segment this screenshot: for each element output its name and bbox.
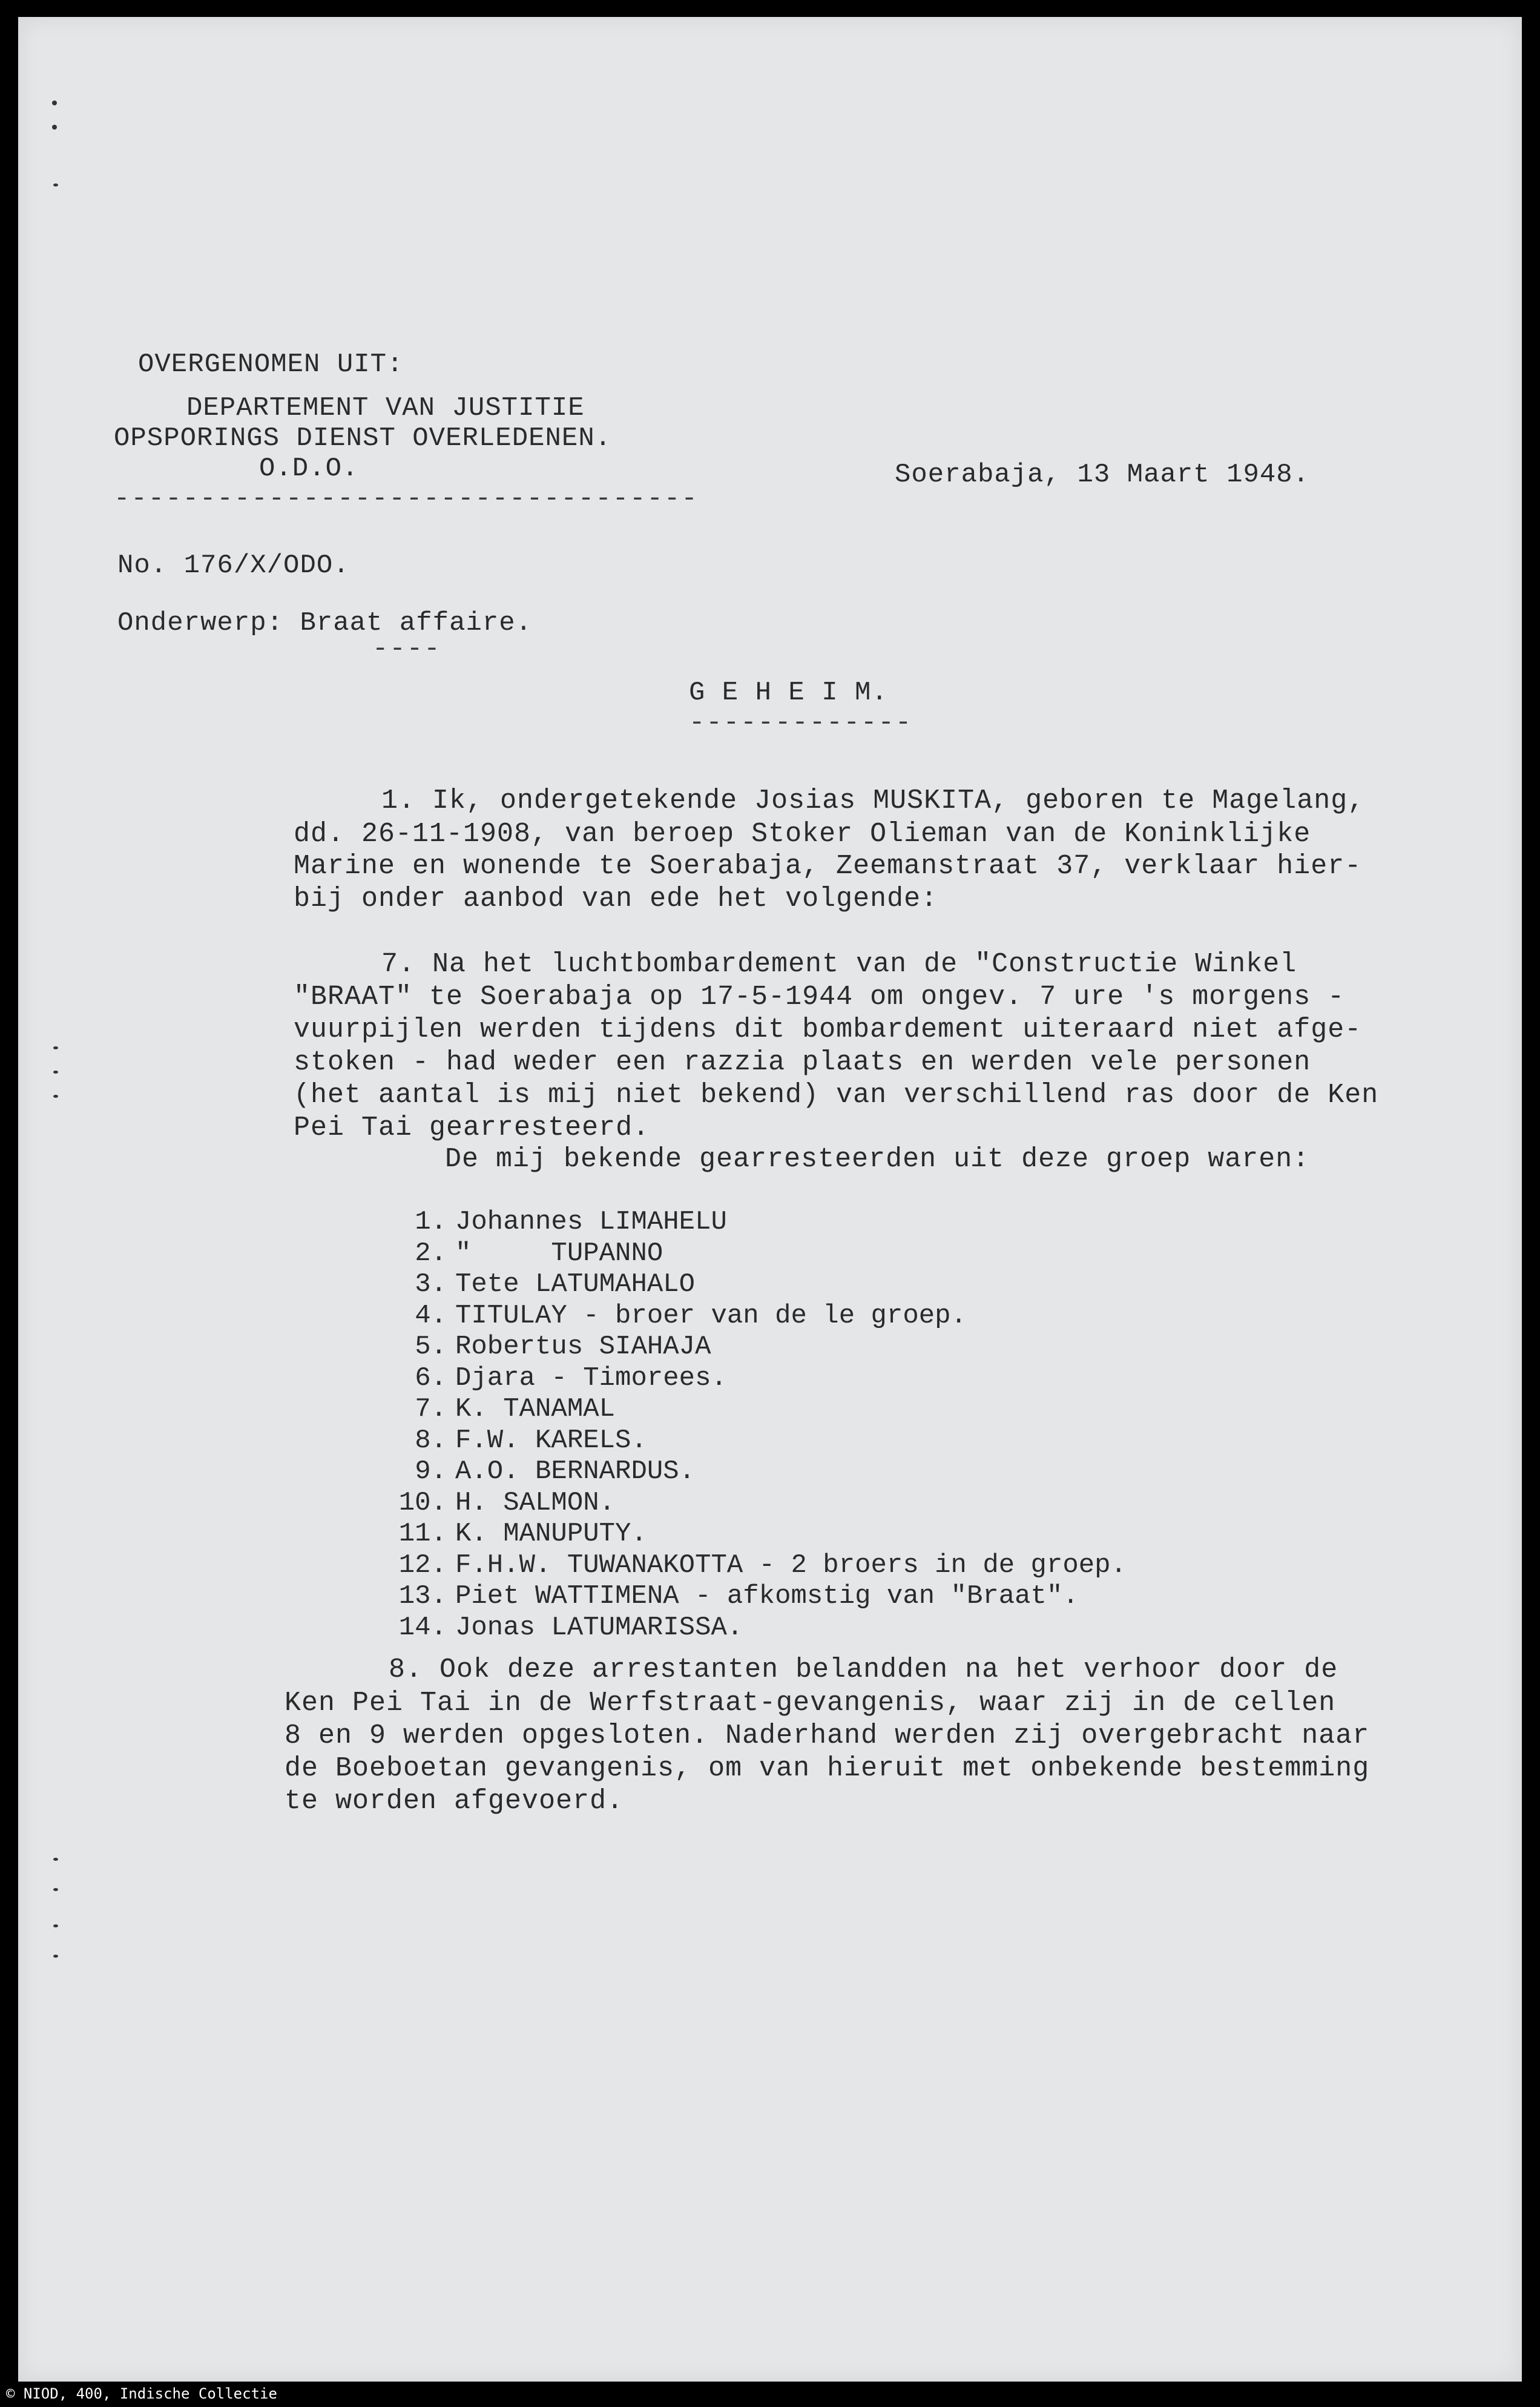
list-item-number: 3. — [415, 1269, 447, 1299]
classification-rule: ------------- — [689, 708, 913, 738]
list-item-number: 10. — [398, 1488, 447, 1518]
list-item-name: Robertus SIAHAJA — [455, 1332, 711, 1362]
paragraph-8-line: te worden afgevoerd. — [285, 1786, 624, 1817]
list-item — [393, 1488, 615, 1518]
list-item — [393, 1425, 647, 1456]
paragraph-8-line: de Boeboetan gevangenis, om van hieruit met onbekende bestemming — [285, 1753, 1370, 1784]
list-item-number: 14. — [398, 1613, 447, 1643]
paragraph-7-line: vuurpijlen werden tijdens dit bombardement uiteraard niet afge- — [294, 1014, 1362, 1045]
list-item-number: 5. — [415, 1332, 447, 1362]
list-item-name: Jonas LATUMARISSA. — [455, 1613, 743, 1643]
list-item — [393, 1394, 615, 1424]
list-item — [393, 1207, 727, 1237]
list-item-number: 2. — [415, 1238, 447, 1269]
paragraph-7-line: (het aantal is mij niet bekend) van verschillend ras door de Ken — [294, 1080, 1379, 1111]
list-item — [393, 1238, 663, 1269]
paragraph-7-line: stoken - had weder een razzia plaats en werden vele personen — [294, 1047, 1311, 1078]
punch-hole — [53, 1924, 58, 1927]
reference-number: No. 176/X/ODO. — [117, 550, 350, 581]
list-item — [393, 1332, 711, 1362]
document-page — [18, 17, 1522, 2382]
list-item-number: 13. — [398, 1581, 447, 1611]
list-item — [393, 1301, 967, 1331]
list-item-number: 7. — [415, 1394, 447, 1424]
classification-heading: G E H E I M. — [689, 678, 888, 708]
paragraph-7-line: De mij bekende gearresteerden uit deze groep waren: — [445, 1144, 1310, 1175]
list-item — [393, 1519, 647, 1549]
list-item-number: 4. — [415, 1301, 447, 1331]
subject-line: Onderwerp: Braat affaire. — [117, 608, 533, 638]
list-item-name: K. TANAMAL — [455, 1394, 616, 1424]
list-item-number: 6. — [415, 1363, 447, 1393]
punch-hole — [53, 1888, 58, 1891]
list-item — [393, 1581, 1079, 1611]
header-department: DEPARTEMENT VAN JUSTITIE — [186, 393, 585, 423]
subject-rule: ---- — [372, 634, 441, 664]
list-item — [393, 1363, 727, 1393]
header-abbreviation: O.D.O. — [259, 454, 359, 484]
list-item-number: 9. — [415, 1456, 447, 1487]
punch-hole — [52, 101, 57, 105]
list-item-number: 11. — [398, 1519, 447, 1549]
list-item — [393, 1550, 1127, 1580]
copyright-footer: © NIOD, 400, Indische Collectie — [6, 2385, 277, 2402]
list-item-name: " TUPANNO — [455, 1238, 663, 1269]
punch-hole — [53, 1095, 58, 1098]
header-source-label: OVERGENOMEN UIT: — [138, 349, 404, 380]
list-item-name: F.W. KARELS. — [455, 1425, 647, 1456]
list-item-name: Piet WATTIMENA - afkomstig van "Braat". — [455, 1581, 1079, 1611]
list-item — [393, 1613, 743, 1643]
list-item-name: Johannes LIMAHELU — [455, 1207, 727, 1237]
header-rule: ---------------------------------- — [114, 484, 699, 514]
paragraph-1-line: bij onder aanbod van ede het volgende: — [294, 883, 938, 914]
list-item — [393, 1269, 695, 1299]
list-item-name: Djara - Timorees. — [455, 1363, 727, 1393]
list-item-name: F.H.W. TUWANAKOTTA - 2 broers in de groep. — [455, 1550, 1127, 1580]
paragraph-7-line: 7. Na het luchtbombardement van de "Constructie Winkel — [381, 949, 1297, 980]
list-item-name: A.O. BERNARDUS. — [455, 1456, 696, 1487]
list-item-name: H. SALMON. — [455, 1488, 616, 1518]
paragraph-7-line: Pei Tai gearresteerd. — [294, 1112, 650, 1143]
list-item-name: K. MANUPUTY. — [455, 1519, 647, 1549]
place-date: Soerabaja, 13 Maart 1948. — [895, 460, 1310, 490]
list-item-name: TITULAY - broer van de le groep. — [455, 1301, 967, 1331]
paragraph-8-line: Ken Pei Tai in de Werfstraat-gevangenis, waar zij in de cellen — [285, 1688, 1336, 1719]
paragraph-1-line: Marine en wonende te Soerabaja, Zeemanstraat 37, verklaar hier- — [294, 851, 1362, 882]
paragraph-7-line: "BRAAT" te Soerabaja op 17-5-1944 om ongev. 7 ure 's morgens - — [294, 982, 1345, 1012]
punch-hole — [53, 183, 58, 187]
paragraph-1-line: dd. 26-11-1908, van beroep Stoker Olieman van de Koninklijke — [294, 819, 1311, 850]
punch-hole — [53, 1071, 58, 1074]
punch-hole — [52, 125, 57, 130]
list-item-number: 12. — [398, 1550, 447, 1580]
paragraph-8-line: 8 en 9 werden opgesloten. Naderhand werden zij overgebracht naar — [285, 1720, 1370, 1751]
punch-hole — [53, 1955, 58, 1958]
list-item-number: 8. — [415, 1425, 447, 1456]
paragraph-1-line: 1. Ik, ondergetekende Josias MUSKITA, geboren te Magelang, — [381, 785, 1365, 816]
list-item-name: Tete LATUMAHALO — [455, 1269, 696, 1299]
punch-hole — [53, 1858, 58, 1861]
punch-hole — [53, 1046, 58, 1049]
header-service: OPSPORINGS DIENST OVERLEDENEN. — [114, 423, 612, 454]
list-item — [393, 1456, 695, 1487]
list-item-number: 1. — [415, 1207, 447, 1237]
paragraph-8-line: 8. Ook deze arrestanten belandden na het verhoor door de — [389, 1654, 1338, 1685]
